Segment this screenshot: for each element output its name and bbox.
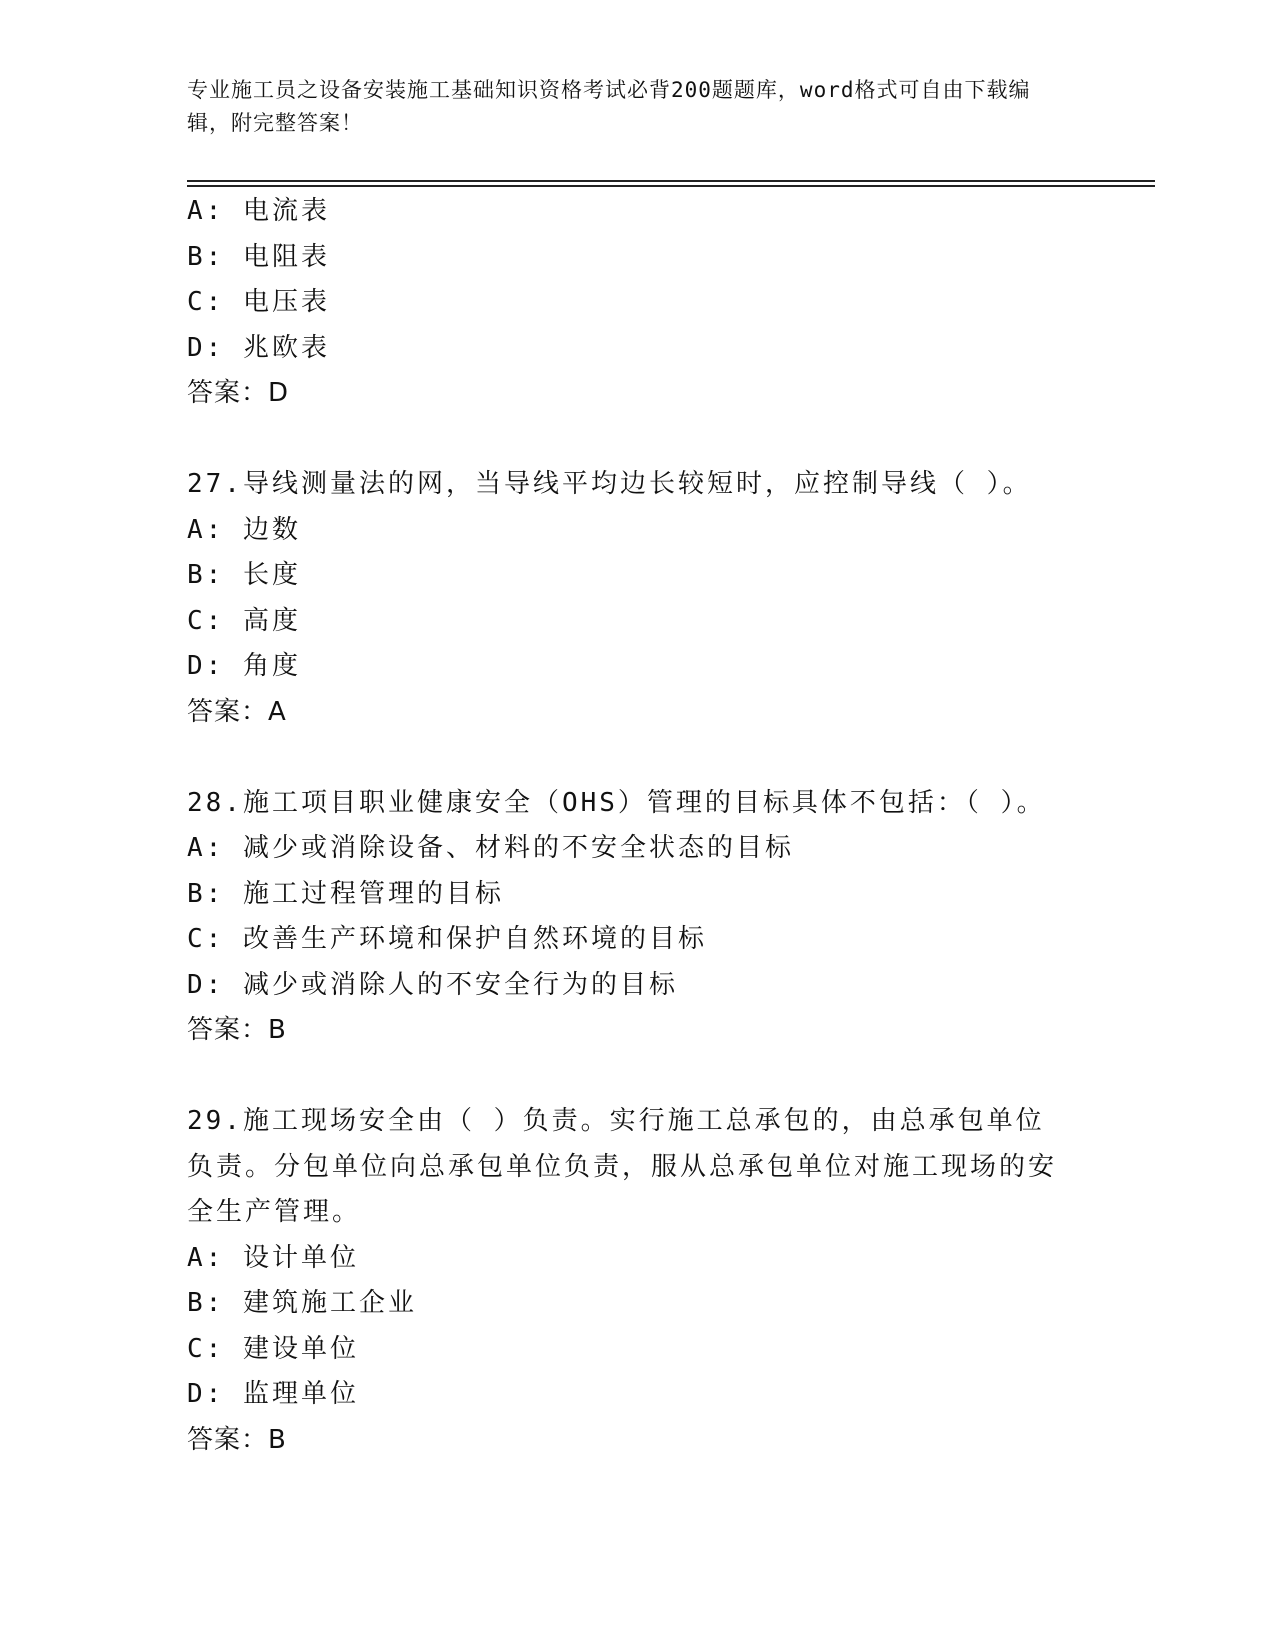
option-d: D: 角度 (187, 651, 301, 681)
header-divider-top (187, 180, 1155, 182)
question-block-28 (187, 781, 1067, 1054)
option-b: B: 施工过程管理的目标 (187, 878, 504, 909)
option-a: A: 边数 (187, 514, 301, 545)
spacer (187, 417, 1067, 463)
option-b: B: 建筑施工企业 (187, 1288, 417, 1318)
option-c: C: 电压表 (187, 287, 330, 317)
option-c: C: 高度 (187, 605, 301, 636)
question-list (187, 189, 1067, 1463)
spacer (187, 735, 1067, 781)
option-d: D: 减少或消除人的不安全行为的目标 (187, 969, 678, 1000)
question-stem: 28.施工项目职业健康安全（OHS）管理的目标具体不包括：（ ）。 (187, 787, 1046, 818)
option-d: D: 监理单位 (187, 1379, 359, 1409)
option-a: A: 减少或消除设备、材料的不安全状态的目标 (187, 833, 794, 863)
header-divider-bottom (187, 185, 1155, 187)
document-header: 专业施工员之设备安装施工基础知识资格考试必背200题题库，word格式可自由下载编辑，附完整答案！ (187, 78, 1031, 135)
spacer (187, 1054, 1067, 1100)
question-block-26 (187, 189, 1067, 417)
question-block-29 (187, 1099, 1067, 1463)
option-c: C: 建设单位 (187, 1333, 359, 1364)
option-b: B: 电阻表 (187, 241, 330, 272)
answer-line: 答案：B (187, 1015, 287, 1045)
answer-line: 答案：D (187, 378, 290, 408)
option-a: A: 设计单位 (187, 1242, 359, 1273)
option-d: D: 兆欧表 (187, 332, 330, 363)
option-c: C: 改善生产环境和保护自然环境的目标 (187, 924, 707, 954)
option-a: A: 电流表 (187, 196, 330, 226)
option-b: B: 长度 (187, 560, 301, 590)
answer-line: 答案：A (187, 696, 287, 727)
question-stem: 27.导线测量法的网，当导线平均边长较短时，应控制导线（ ）。 (187, 469, 1032, 499)
question-stem: 29.施工现场安全由（ ）负责。实行施工总承包的，由总承包单位负责。分包单位向总承包单位负责，服从总承包单位对施工现场的安全生产管理。 (187, 1106, 1058, 1227)
question-block-27 (187, 462, 1067, 735)
answer-line: 答案：B (187, 1424, 287, 1455)
